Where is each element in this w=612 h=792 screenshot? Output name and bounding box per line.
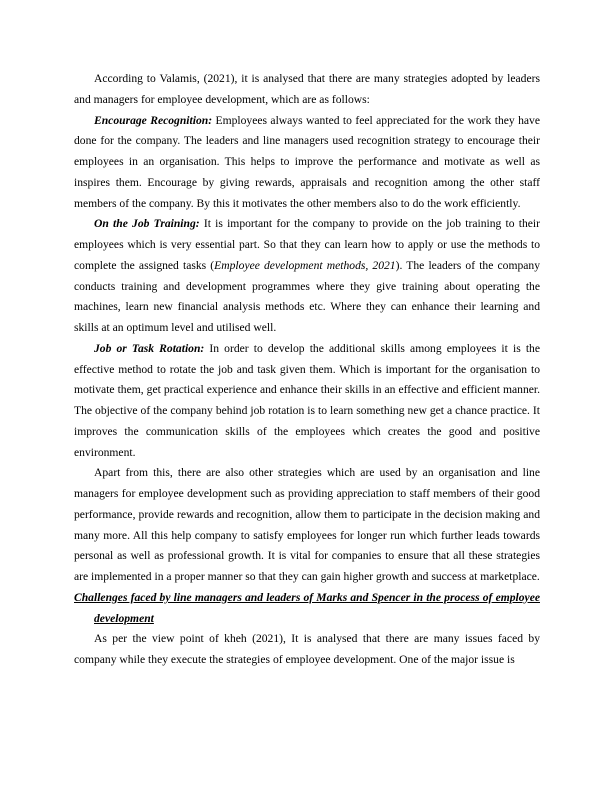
other-strategies-paragraph bbox=[74, 463, 540, 588]
intro-text: According to Valamis, (2021), it is analysed that there are many strategies adopted by leaders and managers for employee development, which are as follows: bbox=[74, 72, 540, 106]
document-page bbox=[74, 69, 540, 671]
recognition-paragraph bbox=[74, 111, 540, 215]
training-paragraph bbox=[74, 214, 540, 339]
challenges-text: As per the view point of kheh (2021), It is analysed that there are many issues faced by company while they execute the strategies of employee development. One of the major issue is bbox=[74, 632, 540, 666]
challenges-paragraph bbox=[74, 629, 540, 671]
other-strategies-text: Apart from this, there are also other strategies which are used by an organisation and line managers for employee development such as providing appreciation to staff members of their good performance, provide rewards and recognition, allow them to participate in the decision making and many more. All this help company to satisfy employees for longer run which further leads towards personal as well as professional growth. It is vital for companies to ensure that all these strategies are implemented in a proper manner so that they can gain higher growth and success at marketplace. bbox=[74, 466, 540, 583]
recognition-lead: Encourage Recognition: bbox=[94, 113, 213, 127]
rotation-paragraph bbox=[74, 339, 540, 464]
training-text-before: It is important for the company to provide on the job training to their employees which is very essential part. So that they can learn how to apply or use the methods to complete the assigned tasks ( bbox=[74, 217, 540, 272]
intro-paragraph bbox=[74, 69, 540, 111]
training-citation: Employee development methods, 2021 bbox=[214, 258, 396, 272]
rotation-lead: Job or Task Rotation: bbox=[94, 341, 205, 355]
recognition-text: Employees always wanted to feel appreciated for the work they have done for the company. The leaders and line managers used recognition strategy to encourage their employees in an organisation. This helps to improve the performance and motivate as well as inspires them. Encourage by giving rewards, appraisals and recognition among the other staff members of the company. By this it motivates the other members also to do the work efficiently. bbox=[74, 113, 540, 210]
challenges-heading: Challenges faced by line managers and leaders of Marks and Spencer in the process of employee development bbox=[74, 590, 540, 625]
rotation-text: In order to develop the additional skills among employees it is the effective method to rotate the job and task given them. Which is important for the organisation to motivate them, get practical experience and enhance their skills in an effective and efficient manner. The objective of the company behind job rotation is to learn something new get a chance practice. It improves the communication skills of the employees which creates the good and positive environment. bbox=[74, 341, 540, 459]
training-text-after: ). The leaders of the company conducts training and development programmes where they give training about operating the machines, learn new financial analysis methods etc. Where they can enhance their learning and skills at an optimum level and utilised well. bbox=[74, 258, 541, 334]
training-lead: On the Job Training: bbox=[94, 217, 200, 231]
